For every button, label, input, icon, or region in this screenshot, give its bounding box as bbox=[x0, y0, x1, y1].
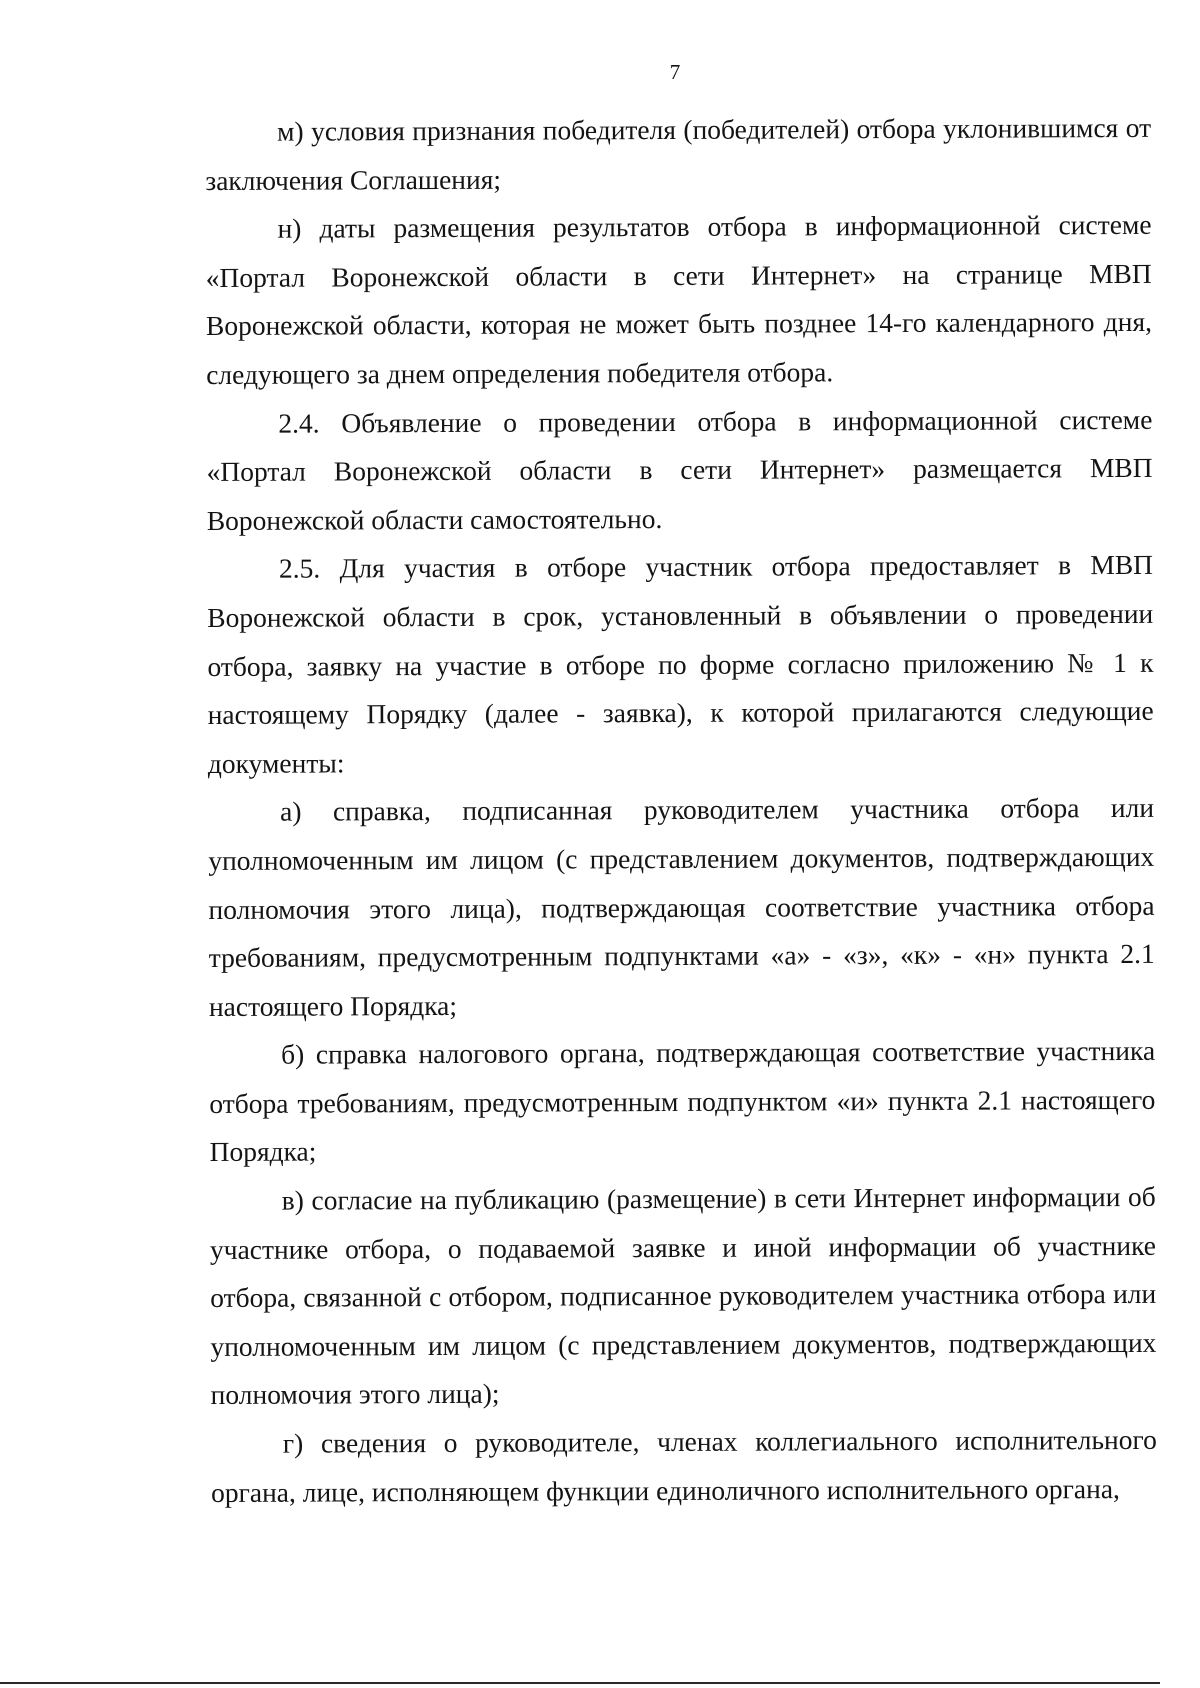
paragraph-g: г) сведения о руководителе, членах коллегиального исполнительного органа, лице, исполняющем функции единоличного исполнительного органа, bbox=[210, 1423, 1157, 1508]
paragraph-m: м) условия признания победителя (победителей) отбора уклонившимся от заключения Соглашения; bbox=[205, 111, 1152, 196]
paragraph-2-5: 2.5. Для участия в отборе участник отбора предоставляет в МВП Воронежской области в срок, установленный в объявлении о проведении отбора, заявку на участие в отборе по форме согласно приложению № 1 к настоящему Порядку (далее - заявка), к которой прилагаются следующие документы: bbox=[207, 549, 1154, 779]
paragraph-a: а) справка, подписанная руководителем участника отбора или уполномоченным им лицом (с представлением документов, подтверждающих полномочия этого лица), подтверждающая соответствие участника отбора требованиям, предусмотренным подпунктами «а» - «з», «к» - «н» пункта 2.1 настоящего Порядка; bbox=[208, 792, 1155, 1022]
document-body bbox=[205, 104, 1157, 1517]
page-number: 7 bbox=[669, 60, 681, 84]
paragraph-n: н) даты размещения результатов отбора в информационной системе «Портал Воронежской области в сети Интернет» на странице МВП Воронежской области, которая не может быть позднее 14-го календарного дня, следующего за днем определения победителя отбора. bbox=[205, 209, 1153, 390]
paragraph-v: в) согласие на публикацию (размещение) в сети Интернет информации об участнике отбора, о подаваемой заявке и иной информации об участнике отбора, связанной с отбором, подписанное руководителем участника отбора или уполномоченным им лицом (с представлением документов, подтверждающих полномочия этого лица); bbox=[209, 1180, 1157, 1411]
paragraph-2-4: 2.4. Объявление о проведении отбора в информационной системе «Портал Воронежской области в сети Интернет» размещается МВП Воронежской области самостоятельно. bbox=[206, 403, 1153, 536]
scan-bottom-edge bbox=[0, 1682, 1160, 1684]
paragraph-b: б) справка налогового органа, подтверждающая соответствие участника отбора требованиям, предусмотренным подпунктом «и» пункта 2.1 настоящего Порядка; bbox=[209, 1035, 1156, 1168]
